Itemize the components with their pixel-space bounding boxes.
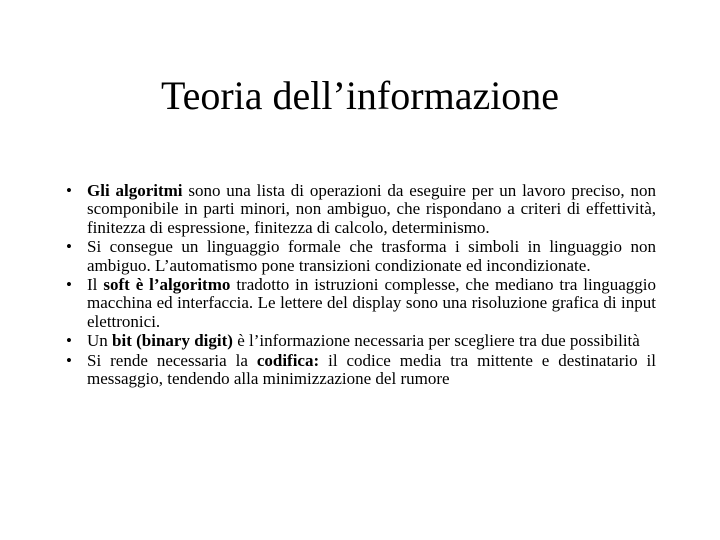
bullet-text-post: è l’informazione necessaria per scegliere tra due possibilità bbox=[232, 331, 640, 351]
bullet-text-bold: bit (binary digit) bbox=[112, 331, 233, 351]
bullet-text-pre: Un bbox=[87, 331, 113, 351]
bullet-text-post: sono una lista di operazioni da eseguire per un lavoro preciso, non scomponibile in parti minori, non ambiguo, che rispondano a criteri di effettività, finitezza di espressione, finitezza di calcolo, determinismo. bbox=[87, 181, 656, 237]
bullet-text-pre: Il bbox=[87, 275, 104, 295]
bullet-list bbox=[66, 182, 656, 389]
bullet-item bbox=[66, 276, 656, 331]
bullet-dot-icon: • bbox=[66, 181, 72, 200]
bullet-text-post: il codice media tra mittente e destinatario il messaggio, tendendo alla minimizzazione del rumore bbox=[87, 350, 656, 389]
bullet-dot-icon: • bbox=[66, 237, 72, 257]
bullet-text-bold: Gli algoritmi bbox=[87, 181, 183, 200]
bullet-text-post: tradotto in istruzioni complesse, che mediano tra linguaggio macchina ed interfaccia. Le lettere del display sono una risoluzione grafica di input elettronici. bbox=[87, 275, 657, 331]
bullet-item bbox=[66, 352, 656, 389]
bullet-text-pre: Si rende necessaria la bbox=[87, 350, 257, 370]
bullet-item bbox=[66, 238, 656, 275]
slide-title: Teoria dell’informazione bbox=[160, 73, 560, 118]
bullet-item bbox=[66, 182, 656, 237]
bullet-item bbox=[66, 332, 656, 350]
bullet-dot-icon: • bbox=[66, 350, 72, 370]
bullet-text-bold: soft è l’algoritmo bbox=[103, 275, 231, 295]
bullet-text-bold: codifica: bbox=[256, 350, 320, 370]
bullet-text-pre: Si consegue un linguaggio formale che trasforma i simboli in linguaggio non ambiguo. L’automatismo pone transizioni condizionate ed incondizionate. bbox=[87, 237, 656, 275]
bullet-dot-icon: • bbox=[66, 275, 72, 295]
bullet-dot-icon: • bbox=[66, 331, 72, 351]
